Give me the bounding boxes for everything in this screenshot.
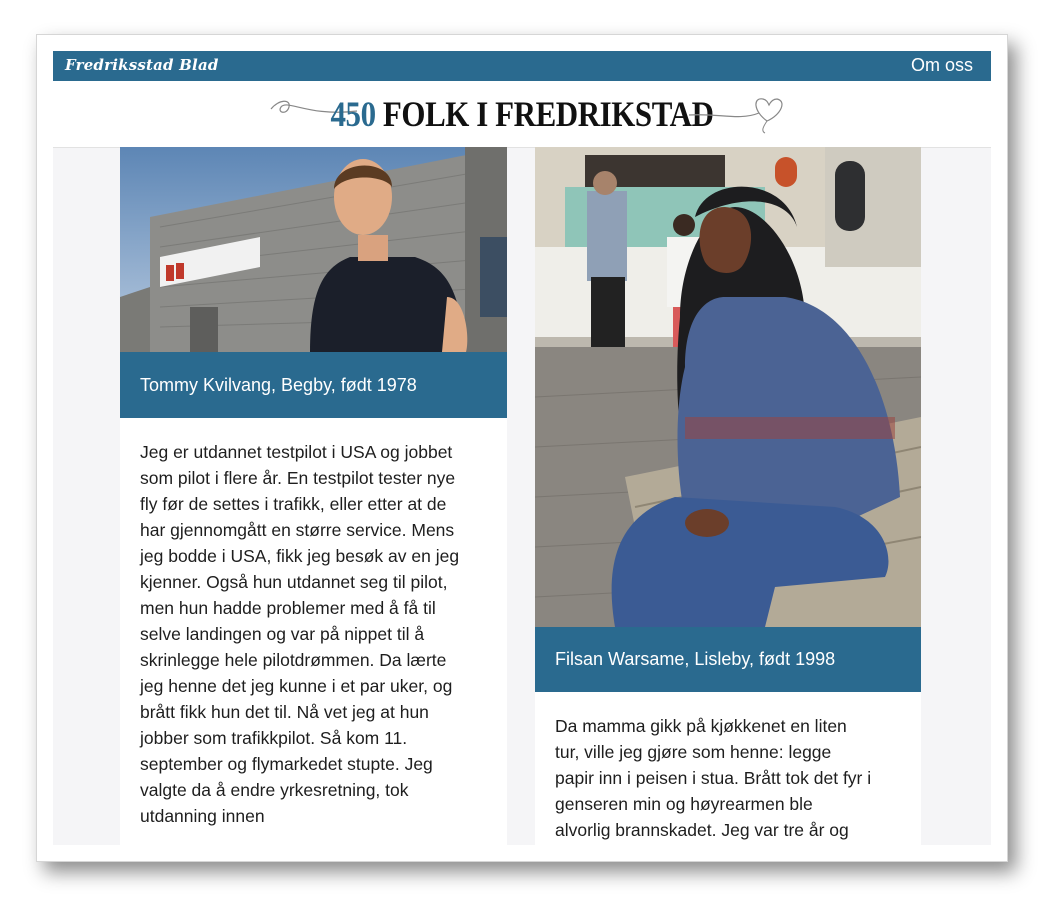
portrait-photo-tommy [120, 147, 507, 352]
page-title [119, 93, 926, 135]
top-nav-bar [53, 51, 991, 81]
person-card-tommy[interactable] [120, 147, 507, 845]
story-text-tommy: Jeg er utdannet testpilot i USA og jobbet som pilot i flere år. En testpilot tester nye fly før de settes i trafikk, eller etter at de har gjennomgått en større service. Mens jeg bodde i USA, fikk jeg besøk av en jeg kjenner. Også hun utdannet seg til pilot, men hun hadde problemer med å få til selve landingen og var på nippet til å skrinlegge hele pilotdrømmen. Da lærte jeg henne det jeg kunne i et par uker, og brått fikk hun det til. Nå vet jeg at hun jobber som trafikkpilot. Så kom 11. september og flymarkedet stupte. Jeg valgte da å endre yrkesretning, tok utdanning innen [140, 442, 460, 826]
screenshot-frame [36, 34, 1008, 862]
title-number: 450 [330, 94, 376, 134]
web-page [53, 51, 991, 845]
about-us-link[interactable]: Om oss [910, 55, 973, 75]
heart-decoration-icon [689, 91, 789, 135]
caption-filsan: Filsan Warsame, Lisleby, født 1998 [535, 627, 921, 692]
portrait-photo-filsan [535, 147, 921, 627]
person-card-filsan[interactable] [535, 147, 921, 845]
title-banner [53, 81, 991, 148]
story-text-filsan: Da mamma gikk på kjøkkenet en liten tur, ville jeg gjøre som henne: legge papir inn i peisen i stua. Brått tok det fyr i genseren min og høyrearmen ble alvorlig brannskadet. Jeg var tre år og [555, 716, 872, 840]
site-logo[interactable]: Fredriksstad Blad [65, 56, 219, 74]
caption-tommy: Tommy Kvilvang, Begby, født 1978 [120, 352, 507, 418]
title-text: FOLK I FREDRIKSTAD [375, 94, 714, 134]
